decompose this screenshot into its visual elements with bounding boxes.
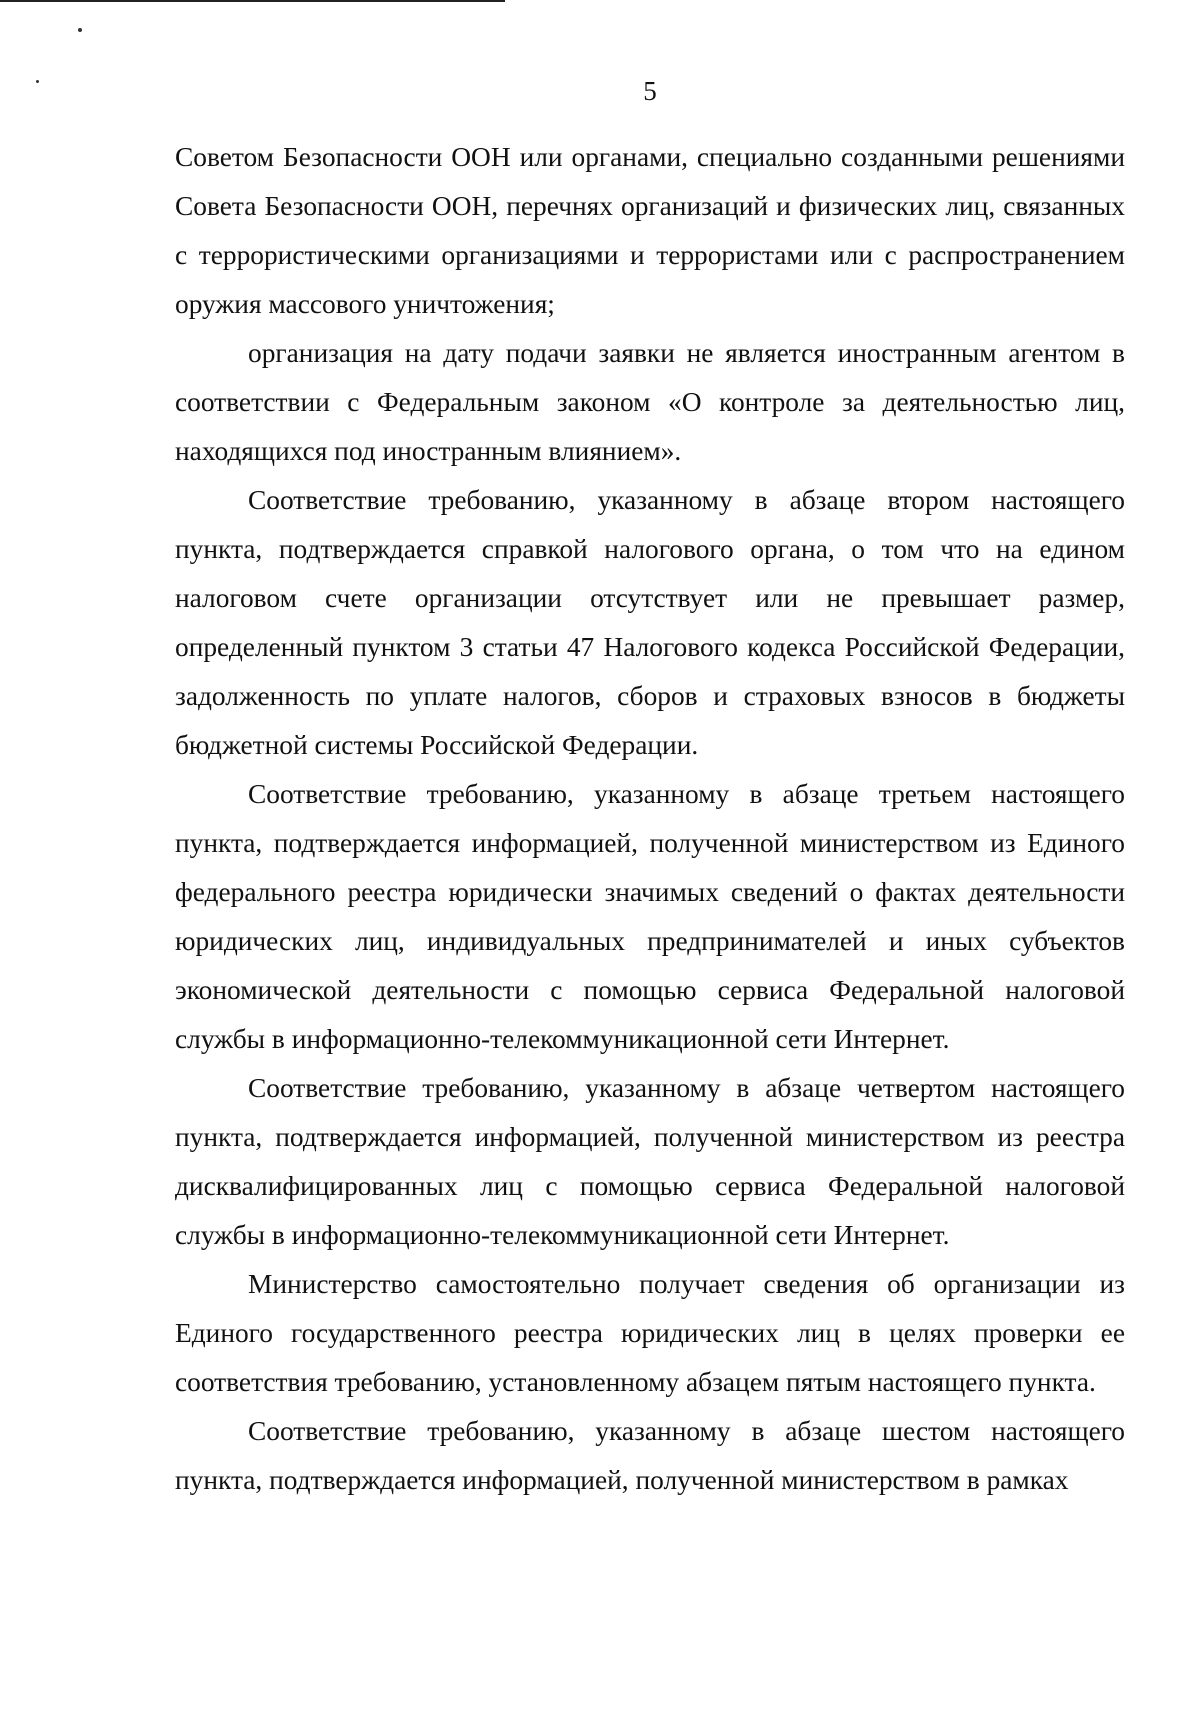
paragraph: Соответствие требованию, указанному в абзаце третьем настоящего пункта, подтверждается информацией, полученной министерством из Единого федерального реестра юридически значимых сведений о фактах деятельности юридических лиц, индивидуальных предпринимателей и иных субъектов экономической деятельности с помощью сервиса Федеральной налоговой службы в информационно-телекоммуникационной сети Интернет.	[175, 779, 1125, 1054]
paragraph: организация на дату подачи заявки не является иностранным агентом в соответствии с Федеральным законом «О контроле за деятельностью лиц, находящихся под иностранным влиянием».	[175, 338, 1125, 466]
scan-speck	[78, 28, 82, 32]
scan-top-rule	[0, 0, 505, 2]
page-number: 5	[643, 76, 657, 106]
paragraph: Соответствие требованию, указанному в абзаце четвертом настоящего пункта, подтверждается информацией, полученной министерством из реестра дисквалифицированных лиц с помощью сервиса Федеральной налоговой службы в информационно-телекоммуникационной сети Интернет.	[175, 1073, 1125, 1250]
paragraph: Соответствие требованию, указанному в абзаце втором настоящего пункта, подтверждается справкой налогового органа, о том что на едином налоговом счете организации отсутствует или не превышает размер, определенный пунктом 3 статьи 47 Налогового кодекса Российской Федерации, задолженность по уплате налогов, сборов и страховых взносов в бюджеты бюджетной системы Российской Федерации.	[175, 485, 1125, 760]
paragraph: Соответствие требованию, указанному в абзаце шестом настоящего пункта, подтверждается информацией, полученной министерством в рамках	[175, 1416, 1125, 1495]
document-body	[175, 133, 1125, 1505]
paragraph: Советом Безопасности ООН или органами, специально созданными решениями Совета Безопасности ООН, перечнях организаций и физических лиц, связанных с террористическими организациями и террористами или с распространением оружия массового уничтожения;	[175, 142, 1125, 319]
paragraph: Министерство самостоятельно получает сведения об организации из Единого государственного реестра юридических лиц в целях проверки ее соответствия требованию, установленному абзацем пятым настоящего пункта.	[175, 1269, 1125, 1397]
